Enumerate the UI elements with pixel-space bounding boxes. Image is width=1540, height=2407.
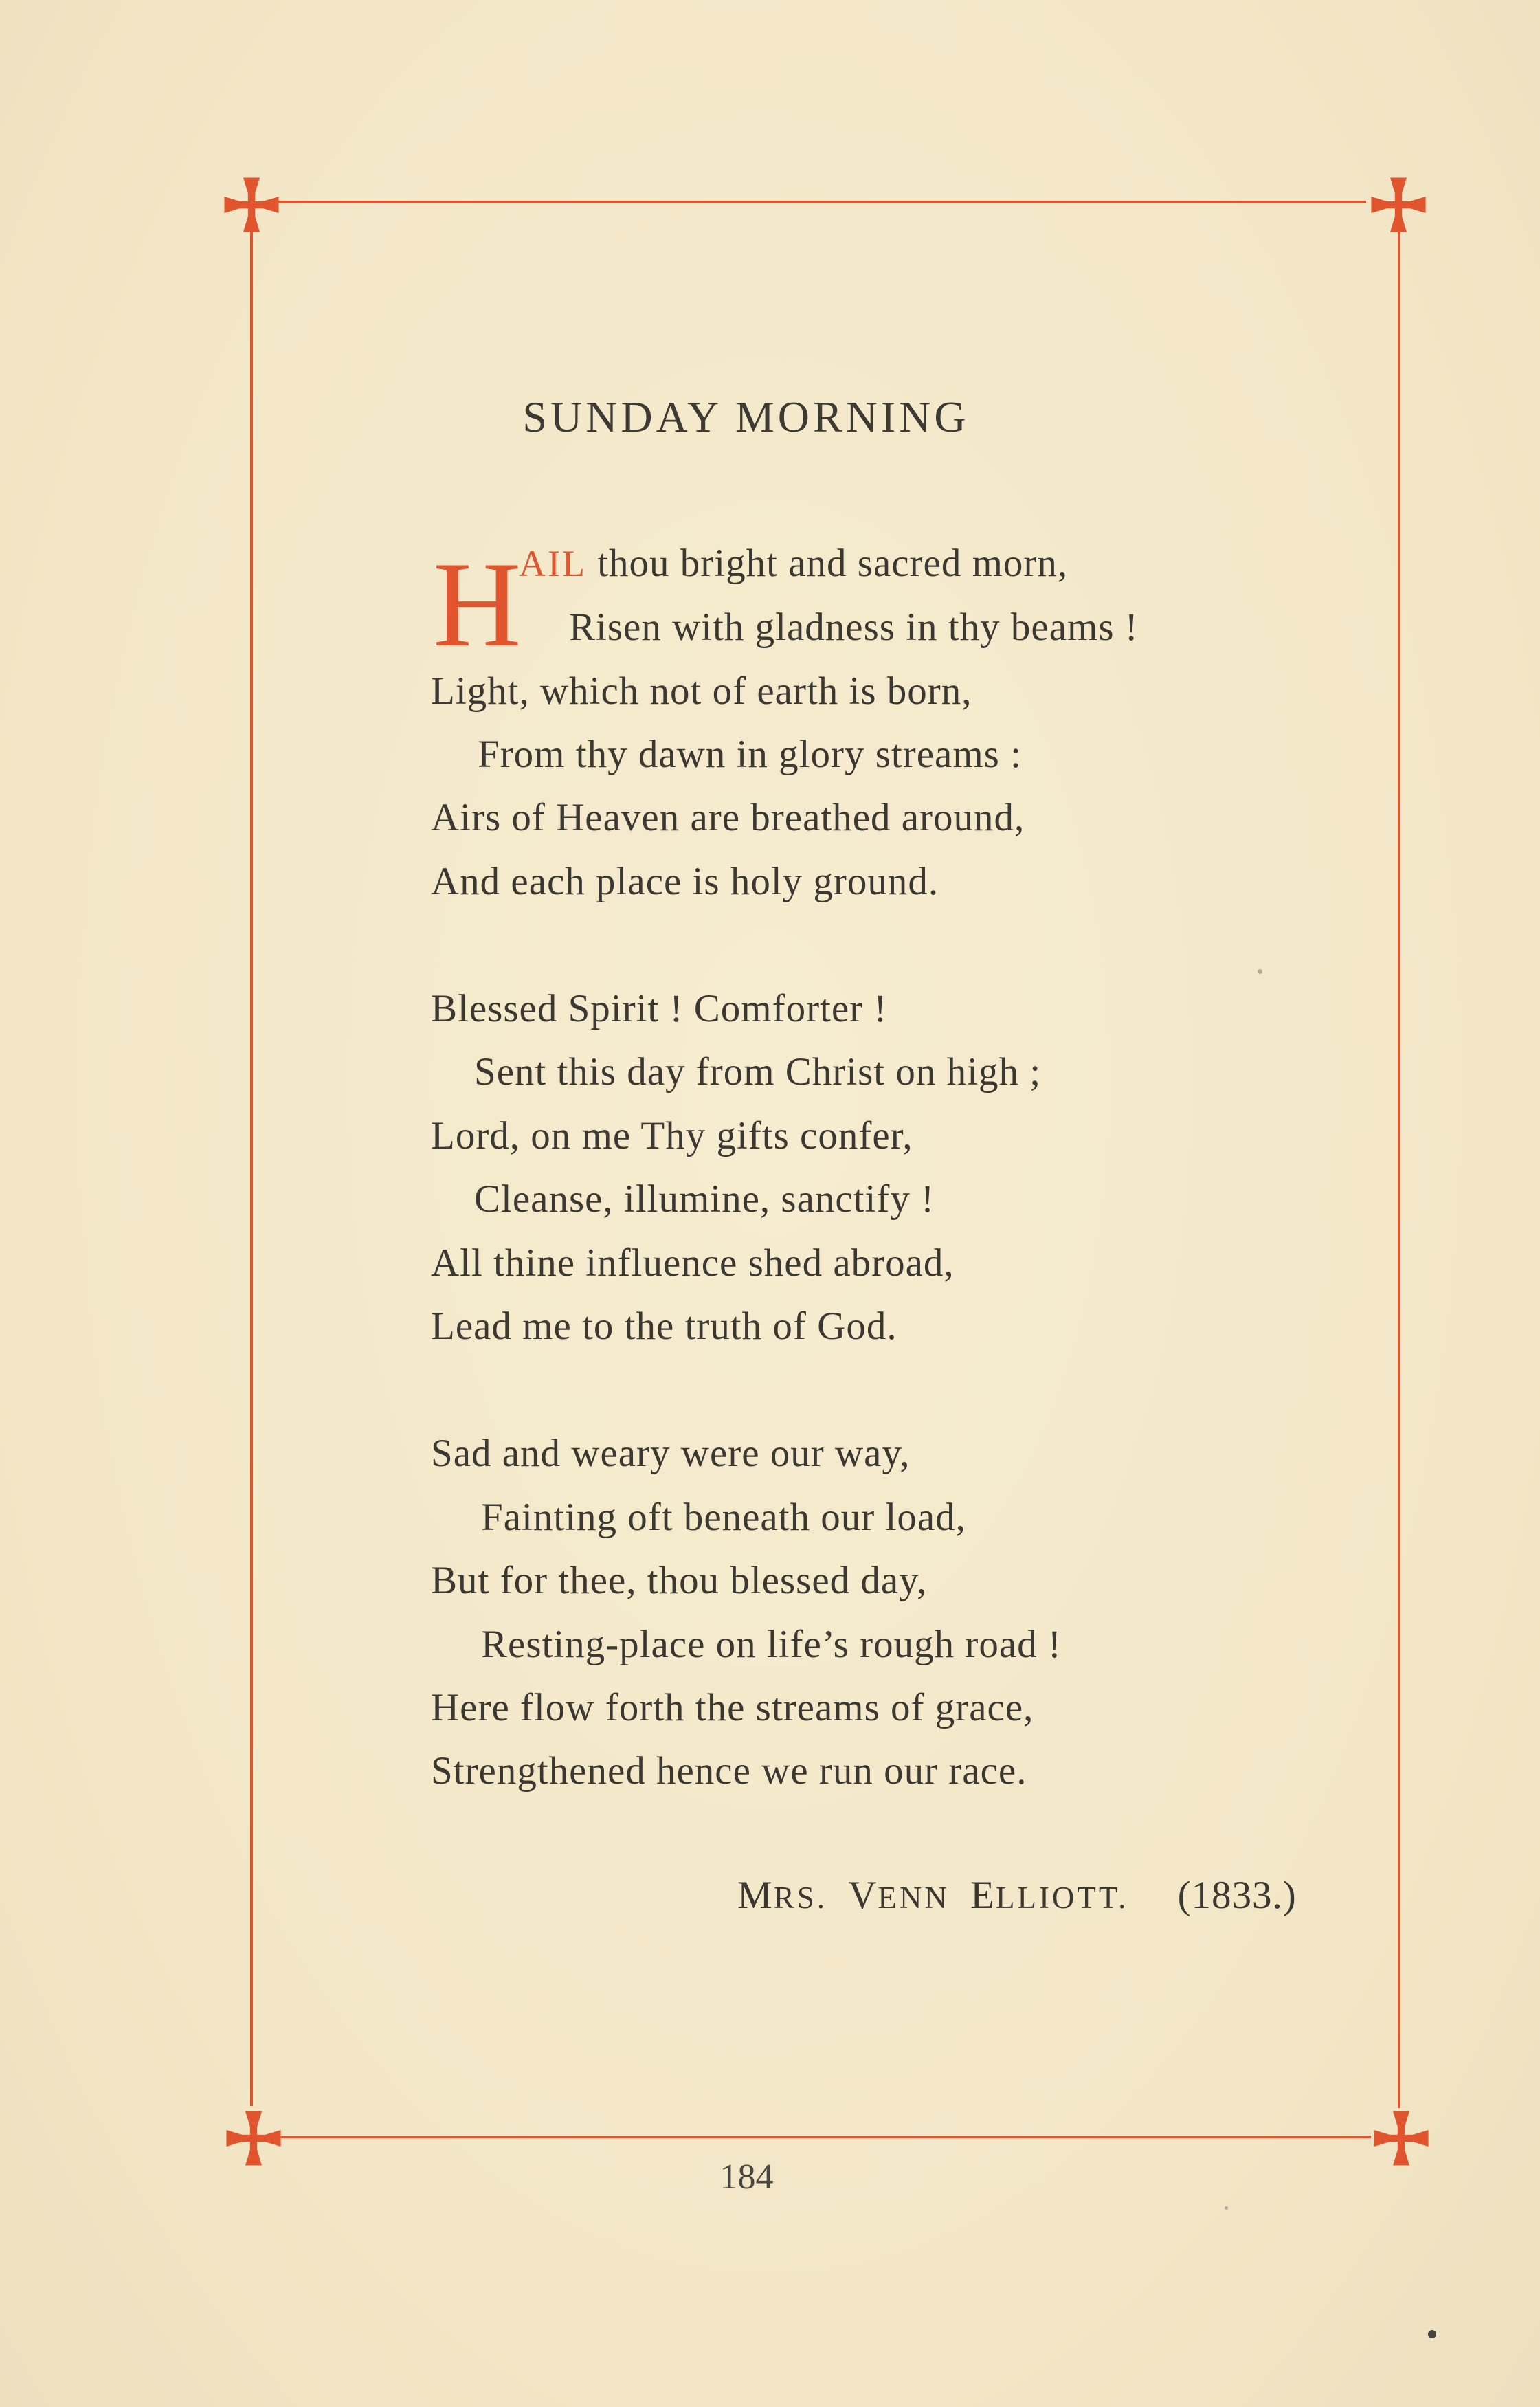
first-word-caps: AIL [519,543,587,584]
cross-pattee-icon [222,175,281,234]
poem-line [519,541,1068,586]
first-line-rest: thou bright and sacred morn, [586,542,1069,585]
poem-line: Lord, on me Thy gifts confer, [431,1114,913,1157]
poem-line: And each place is holy ground. [431,860,939,903]
poem-line: Lead me to the truth of God. [431,1305,897,1348]
poem-line: Fainting oft beneath our load, [481,1496,966,1539]
poem-line: Airs of Heaven are breathed around, [431,796,1025,839]
poem-line: Sent this day from Christ on high ; [474,1050,1042,1094]
paper-speck [1428,2330,1436,2338]
attribution-name1-initial: V [848,1874,878,1917]
border-left-rule [250,230,253,2106]
attribution-name1-sc: ENN [878,1881,950,1915]
poem-line: Risen with gladness in thy beams ! [569,606,1139,649]
poem-line: Light, which not of earth is born, [431,669,972,713]
border-right-rule [1398,230,1400,2108]
attribution [737,1873,1297,1918]
poem-line: Here flow forth the streams of grace, [431,1686,1034,1729]
attribution-name2-initial: E [970,1874,996,1917]
attribution-date: (1833.) [1177,1874,1297,1917]
poem-line: Resting-place on life’s rough road ! [481,1623,1062,1666]
page-number: 184 [719,2158,774,2197]
attribution-prefix: M [737,1874,774,1917]
poem-line: Blessed Spirit ! Comforter ! [431,987,888,1030]
poem-line: Strengthened hence we run our race. [431,1749,1027,1793]
poem-line: But for thee, thou blessed day, [431,1559,928,1602]
attribution-prefix-sc: RS. [773,1881,827,1915]
paper-speck [1258,969,1262,974]
poem-line: Cleanse, illumine, sanctify ! [474,1177,935,1221]
border-bottom-rule [277,2136,1371,2138]
poem-line: Sad and weary were our way, [431,1432,911,1475]
attribution-name2-sc: LLIOTT. [995,1881,1129,1915]
border-top-rule [274,201,1366,203]
poem-line: From thy dawn in glory streams : [478,733,1022,776]
paper-speck [1225,2206,1228,2210]
poem-title: SUNDAY MORNING [522,392,970,441]
drop-cap: H [433,536,522,672]
cross-pattee-icon [1369,175,1428,234]
poem-line: All thine influence shed abroad, [431,1241,955,1285]
